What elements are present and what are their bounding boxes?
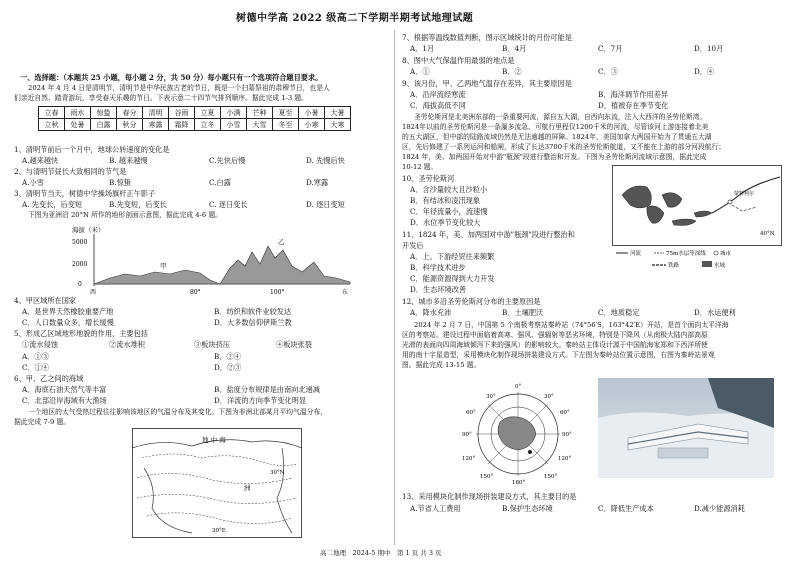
label-yi: 乙 [278,238,285,246]
q1-option-d[interactable]: D. 先慢后快 [306,156,345,165]
term-cell: 小暑 [299,107,325,119]
q10-option-b[interactable]: B．有结冰和凌汛现象 [410,196,480,205]
question-11-cont: 开发后 [402,241,424,250]
legend-railway: 铁路 [668,263,680,269]
question-12: 12、城市多沿圣劳伦斯河分布的主要原因是 [402,297,541,306]
q6-option-d[interactable]: D．洋流的方向季节变化明显 [214,396,307,405]
q12-option-a[interactable]: A．降水充沛 [410,308,452,317]
polar-lon-label: 60° [560,410,570,416]
intro-q10-12-c: 的五大湖区，但中部的陆路流域仍然是无法逾越的屏障。1824年，美国加拿大两国开始为了贯通五大湖 [402,133,712,141]
q11-option-d[interactable]: D．生态环境改善 [410,285,467,294]
question-7: 7、根据等温线数值判断，图示区域统计的月份可能是 [402,33,572,42]
terrain-profile-figure [70,224,360,296]
term-cell: 雨水 [65,107,91,119]
term-cell: 立秋 [39,119,65,131]
q12-option-d[interactable]: D．水运便利 [694,308,736,317]
q12-option-c[interactable]: C．地质稳定 [598,308,640,317]
term-cell: 芒种 [247,107,273,119]
exam-title: 树德中学高 2022 级高二下学期半期考试地理试题 [236,13,474,24]
intro-q13-15-b: 区的考察站。建设过程中面临着高寒、强风、强辐射等恶劣环境，特别是下降风（从南极大陆内部高原 [402,331,708,339]
q8-option-d[interactable]: D．④ [694,67,715,76]
q7-option-d[interactable]: D．10月 [694,44,724,53]
antarctic-polar-map [460,378,576,486]
q13-option-b[interactable]: B.保护生态环境 [502,504,553,513]
q13-option-c[interactable]: C．降低生产成本 [598,504,654,513]
question-4: 4、甲区域所在国家 [14,296,77,305]
north-africa-temperature-map [132,428,302,538]
question-2: 2、与清明节昼长大致相同的节气是 [14,167,127,176]
question-5: 5、形成乙区域地形地貌的作用，主要包括 [14,329,148,338]
term-cell: 霜降 [169,119,195,131]
map-label-continent: 洲 [244,484,251,492]
legend-water: 水域 [714,263,726,269]
q12-option-b[interactable]: B．土壤肥沃 [502,308,544,317]
intro-q13-15-c: 光滑的表面向四周海域倾泻下来的强风）的影响较大。秦岭站主体设计源于中国航海家郑和下西洋所使 [402,341,708,349]
q10-option-d[interactable]: D．水位季节变化较大 [410,218,481,227]
term-cell: 大雪 [247,119,273,131]
term-cell: 立冬 [195,119,221,131]
q8-option-c[interactable]: C．③ [598,67,618,76]
terms-row-2 [39,119,351,131]
intro-q10-12: 圣劳伦斯河是北美洲东部的一条重要河流，源自五大湖，自西向东流，注入大西洋的圣劳伦斯湾。 [414,113,707,121]
q11-option-b[interactable]: B．科学技术进步 [410,263,466,272]
intro-q1-3-cont: 们亲近自然、踏青游玩、享受春天乐趣的节日。下表示意二十四节气排列顺序。据此完成 1-3 题。 [14,94,308,102]
polar-lon-label: 150° [480,474,494,480]
q7-option-b[interactable]: B．4月 [502,44,527,53]
station-marker [528,450,532,454]
legend-river: 河流 [630,251,642,257]
profile-xtick: 100° [270,289,285,296]
legend-city: 城市 [720,251,732,257]
term-cell: 白露 [91,119,117,131]
map-label-lat: 30°N [270,470,285,476]
q1-option-b[interactable]: B. 越来越慢 [109,156,148,165]
q10-option-c[interactable]: C．年径流量小，流速慢 [410,207,488,216]
q8-option-b[interactable]: B．② [502,67,522,76]
term-cell: 清明 [143,107,169,119]
polar-lon-label: 150° [544,474,558,480]
q13-option-d[interactable]: D.减少能源消耗 [694,504,745,513]
profile-ytick: 2000 [72,261,88,268]
term-cell: 小雪 [221,119,247,131]
q7-option-c[interactable]: C．7月 [598,44,623,53]
term-cell: 大寒 [325,119,351,131]
q2-option-a[interactable]: A.小雪 [22,178,44,187]
q5-item: ②流水堆积 [109,340,145,349]
q5-item: ③板块挤压 [194,340,230,349]
intro-q4-6: 下图为亚洲沿 20°N 所作的地形剖面示意图，据此完成 4-6 题。 [28,211,222,219]
intro-q7-9: 一个地区的太气受热过程往往影响该地区的气温分布及其变化。下图为非洲北部某月平均气温分布， [28,408,328,416]
term-cell: 寒露 [143,119,169,131]
q6-option-c[interactable]: C．北部沿岸海域有大渔场 [22,396,107,405]
q6-option-b[interactable]: B．盐度分布规律是由南向北递减 [214,385,320,394]
q10-option-a[interactable]: A．含沙量较大且沙粒小 [410,185,488,194]
question-11: 11、1824 年，美、加两国对中游"瓶颈"段进行整治和 [402,230,575,239]
q9-option-d[interactable]: D．植被存在季节变化 [598,101,669,110]
q5-item: ④板块张裂 [276,340,312,349]
question-1: 1、清明节前后一个月中，地球公转速度的变化是 [14,145,170,154]
qinling-station-photo [598,378,774,478]
question-10: 10、圣劳伦斯河 [402,174,455,183]
map-label-sea: 地 中 海 [202,436,226,444]
q2-option-b[interactable]: B.惊蛰 [109,178,131,187]
term-cell: 立春 [39,107,65,119]
intro-q1-3: 2024 年 4 月 4 日是清明节，清明节是中华民族古老的节日，既是一个扫墓祭祖的肃穆节日，也是人 [28,84,330,92]
q3-option-a[interactable]: A. 先变长，后变短 [22,200,83,209]
question-13: 13、采用模块化制作现场拼装建设方式，其主要目的是 [402,492,577,501]
polar-lon-label: 60° [466,410,476,416]
polar-lon-label: 180° [512,480,526,486]
q4-option-b[interactable]: B．纺织和软件业较发达 [214,307,292,316]
polar-lon-label: 90° [562,432,572,438]
polar-lon-label: 120° [558,456,572,462]
q11-option-a[interactable]: A．上、下游经贸往来频繁 [410,252,495,261]
q1-option-a[interactable]: A.越来越快 [22,156,59,165]
term-cell: 惊蛰 [91,107,117,119]
section-heading: 一、选择题：（本题共 25 小题，每小题 2 分，共 50 分）每小题只有一个选项符合题目要求。 [20,73,323,82]
st-lawrence-basin-map [612,165,782,273]
page-footer: 高二地理 2024-5 期中 第 1 页 共 3 页 [320,549,442,557]
intro-q10-12-b: 1824年以前的圣劳伦斯河是一条瀑多流急、可航行里程仅1200千米的河流，尽管该河上游连接着北美 [402,123,709,131]
intro-q13-15: 2024 年 2 月 7 日，中国第 5 个南极考察站秦岭站（74°56′S，163°42′E）开站，是首个面向太平洋海 [414,321,729,329]
intro-q13-15-e: 图。据此完成 13-15 题。 [402,361,481,369]
profile-xtick-west: 西 [90,289,97,296]
term-cell: 秋分 [117,119,143,131]
polar-lon-label: 30° [544,394,554,400]
q5-item: ①流水侵蚀 [22,340,58,349]
q4-option-c[interactable]: C．人口数量众多，增长缓慢 [22,318,114,327]
intro-q10-12-e: 1824 年，美、加两国开始对中游"瓶颈"段进行整治和开发。下图为圣劳伦斯河流域示意图，据此完成 [402,153,707,161]
term-cell: 立夏 [195,107,221,119]
label-jia: 甲 [160,262,167,270]
q5-option-b[interactable]: B．②④ [214,352,241,361]
question-3: 3、清明节当天，树德中学操场旗杆正午影子 [14,189,156,198]
q5-option-a[interactable]: A．①③ [22,352,49,361]
q9-option-b[interactable]: B．海洋调节作用差异 [598,90,668,99]
polar-lon-label: 0° [515,384,522,390]
q2-option-c[interactable]: C.白露 [209,178,231,187]
q9-option-a[interactable]: A．沿岸流经寒流 [410,90,466,99]
map-lat-label: 40°N [760,231,775,237]
q4-option-a[interactable]: A．是世界天然橡胶重要产地 [22,307,114,316]
intro-q10-12-f: 10-12 题。 [402,163,438,171]
terms-row-1 [39,107,351,119]
q3-option-d[interactable]: D. 逐日变短 [306,200,345,209]
term-cell: 处暑 [65,119,91,131]
profile-ytick: 0 [78,281,82,288]
q13-option-a[interactable]: A.节省人工费用 [410,504,461,513]
term-cell: 小满 [221,107,247,119]
term-cell: 小寒 [299,119,325,131]
intro-q13-15-d: 用的南十字星造型，采用模块化制作现场拼装建设方式。下左图为秦岭站位置示意图，右图为秦岭站景观 [402,351,715,359]
q7-option-a[interactable]: A．1月 [410,44,435,53]
intro-q7-9-cont: 据此完成 7-9 题。 [14,418,71,426]
q6-option-a[interactable]: A．海底石油天然气等丰富 [22,385,107,394]
profile-xtick-east: 东 [342,289,349,296]
q5-option-d[interactable]: D．②③ [214,363,242,372]
map-label-lon: 30°E [212,528,226,534]
question-9: 9、该月份，甲、乙两地气温存在差异，其主要原因是 [402,79,572,88]
map-city-label: 蒙特利尔 [734,191,755,197]
profile-ytick: 5000 [72,239,88,246]
q3-option-b[interactable]: B.先变短，后变长 [109,200,167,209]
q5-option-c[interactable]: C．①④ [22,363,50,372]
term-cell: 冬至 [273,119,299,131]
profile-y-label: 海拔（米） [72,226,105,234]
term-cell: 夏至 [273,107,299,119]
q2-option-d[interactable]: D.寒露 [306,178,329,187]
legend-isobath: 75m水层等深线 [666,251,706,257]
question-6: 6、甲、乙之间的海域 [14,374,84,383]
q3-option-c[interactable]: C. 逐日变长 [209,200,248,209]
q8-option-a[interactable]: A．① [410,67,430,76]
q9-option-c[interactable]: C．海拔高低不同 [410,101,466,110]
question-8: 8、图中大气保温作用最弱的地点是 [402,56,515,65]
term-cell: 大暑 [325,107,351,119]
polar-lon-label: 30° [486,394,496,400]
term-cell: 谷雨 [169,107,195,119]
term-cell: 春分 [117,107,143,119]
q11-option-c[interactable]: C．能源资源得到大力开发 [410,274,495,283]
profile-xtick: 80° [190,289,201,296]
q1-option-c[interactable]: C.先快后慢 [209,156,246,165]
q4-option-d[interactable]: D．大多数信仰伊斯兰教 [214,318,292,327]
polar-lon-label: 90° [462,432,472,438]
polar-lon-label: 120° [462,456,476,462]
solar-terms-table [38,106,351,131]
intro-q10-12-d: 区，先后修建了一系列运河和船闸，形成了长达3700千米的圣劳伦斯航道，又不能在上游的部分河段航行； [402,143,726,151]
column-divider [394,30,395,545]
